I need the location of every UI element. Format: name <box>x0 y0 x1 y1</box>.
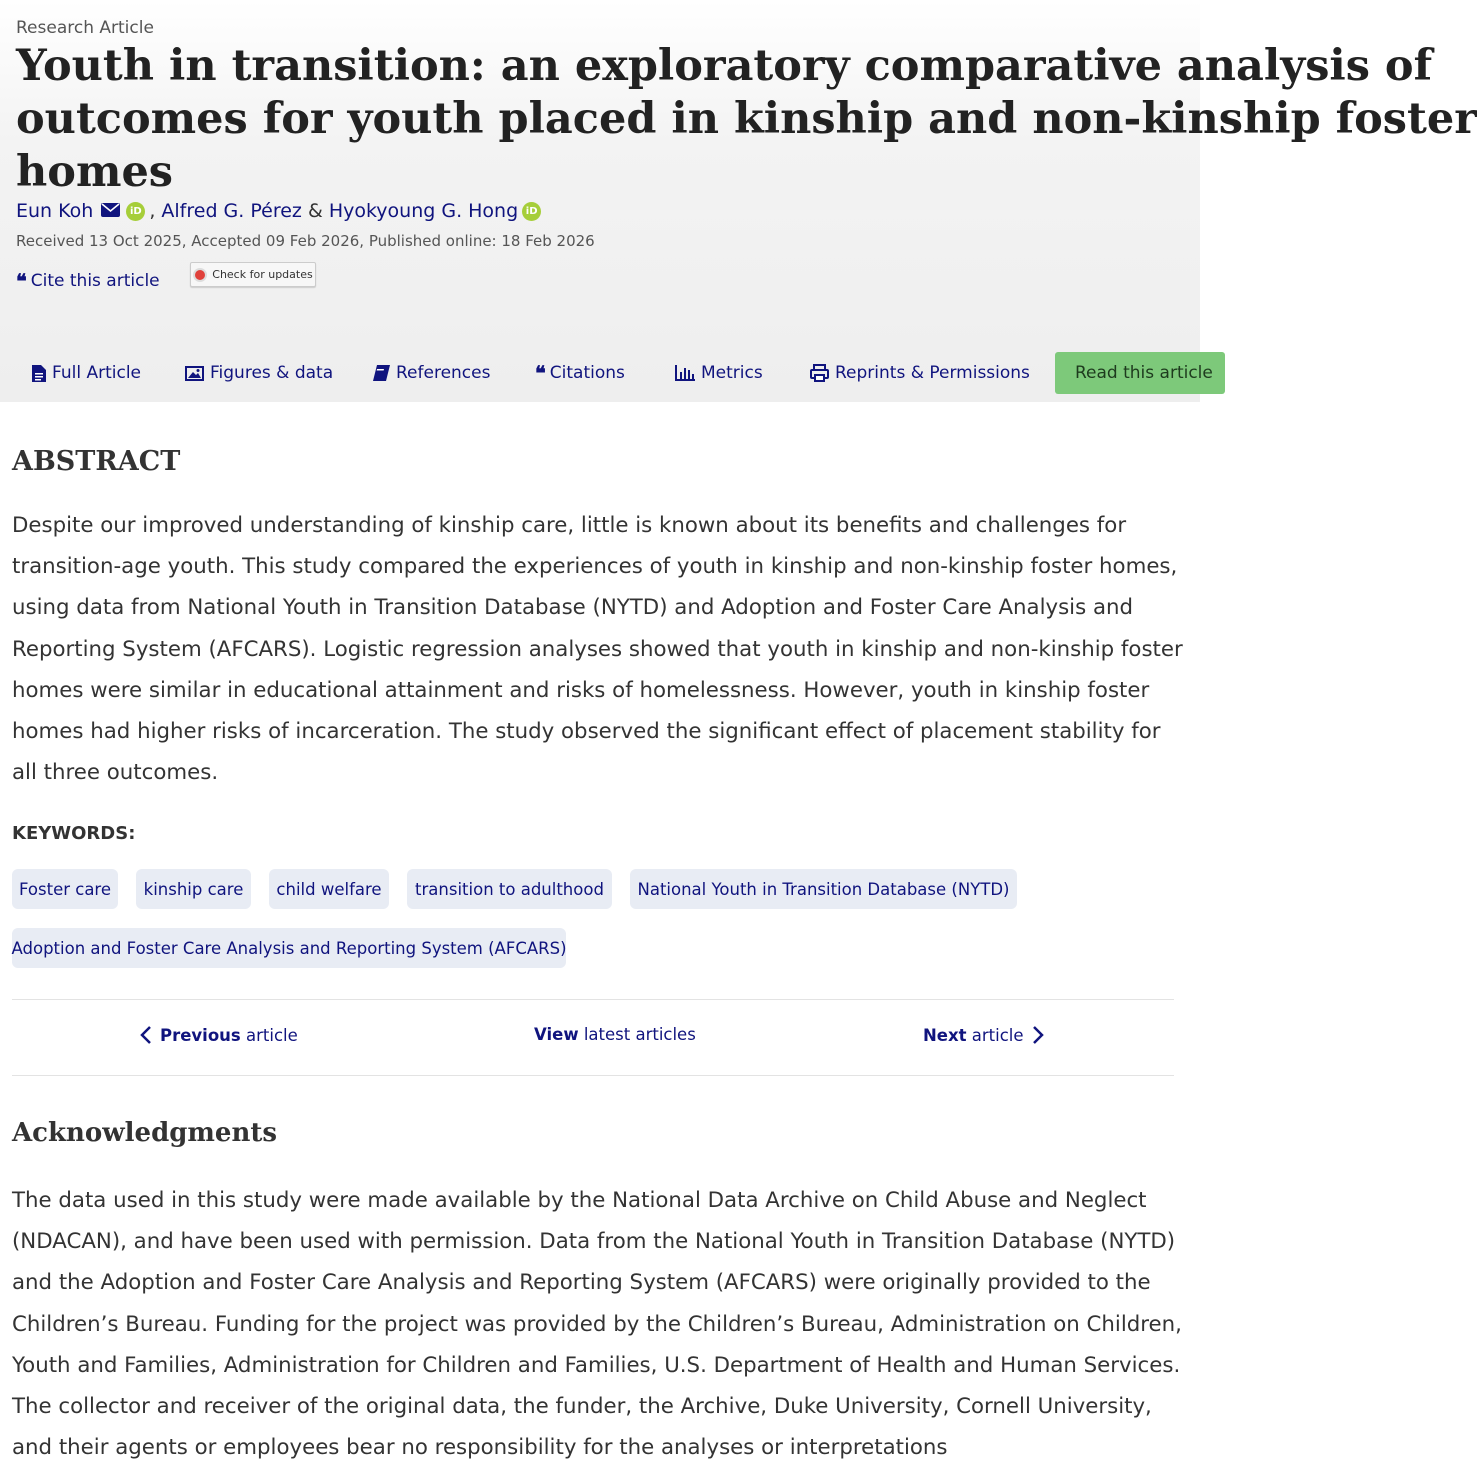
title-line: Youth in transition: an exploratory comparative analysis of <box>16 41 1433 91</box>
author-link[interactable]: Eun Koh <box>16 200 94 222</box>
divider <box>12 999 1174 1000</box>
updates-label: Check for updates <box>212 268 313 281</box>
tab-references[interactable]: References <box>373 352 490 394</box>
author-list: Eun Koh iD , Alfred G. Pérez & Hyokyoung G. Hong iD <box>16 200 545 222</box>
tab-figures-data[interactable]: Figures & data <box>185 352 333 394</box>
read-article-button[interactable]: Read this article <box>1055 352 1225 394</box>
publication-dates: Received 13 Oct 2025, Accepted 09 Feb 2026, Published online: 18 Feb 2026 <box>16 232 595 250</box>
abstract-heading: ABSTRACT <box>12 446 181 477</box>
tab-reprints-permissions[interactable]: Reprints & Permissions <box>810 352 1030 394</box>
abstract-text: Despite our improved understanding of kinship care, little is known about its benefits and challenges for transition-age youth. This study compared the experiences of youth in kinship and non-kinship foster homes, using data from National Youth in Transition Database (NYTD) and Adoption and Foster Care Analysis and Reporting System (AFCARS). Logistic regression analyses showed that youth in kinship and non-kinship foster homes were similar in educational attainment and risks of homelessness. However, youth in kinship foster homes had higher risks of incarceration. The study observed the significant effect of placement stability for all three outcomes. <box>12 513 1183 786</box>
keyword-chip[interactable]: Foster care <box>12 869 118 909</box>
keyword-chip[interactable]: transition to adulthood <box>407 869 612 909</box>
crossmark-icon <box>193 268 207 282</box>
keywords-label: KEYWORDS: <box>12 823 136 844</box>
tab-metrics[interactable]: Metrics <box>675 352 763 394</box>
title-line: homes <box>16 147 174 197</box>
tab-citations[interactable]: ❝ Citations <box>535 361 625 385</box>
acknowledgments-heading: Acknowledgments <box>12 1118 278 1148</box>
view-latest-articles-link[interactable]: View latest articles <box>534 1025 696 1044</box>
image-icon <box>185 366 204 381</box>
envelope-icon[interactable] <box>101 200 120 222</box>
chevron-left-icon <box>140 1025 152 1045</box>
orcid-icon[interactable]: iD <box>126 202 145 221</box>
chevron-right-icon <box>1032 1025 1044 1045</box>
divider <box>12 1075 1174 1076</box>
article-tabs <box>0 352 1200 394</box>
orcid-icon[interactable]: iD <box>522 202 541 221</box>
article-title <box>16 40 1477 199</box>
keyword-chip[interactable]: child welfare <box>269 869 389 909</box>
acknowledgments-text: The data used in this study were made available by the National Data Archive on Child Abuse and Neglect (NDACAN), and have been used with permission. Data from the National Youth in Transition Database (NYTD) and the Adoption and Foster Care Analysis and Reporting System (AFCARS) were originally provided to the Children’s Bureau. Funding for the project was provided by the Children’s Bureau, Administration on Children, Youth and Families, Administration for Children and Families, U.S. Department of Health and Human Services. The collector and receiver of the original data, the funder, the Archive, Duke University, Cornell University, and their agents or employees bear no responsibility for the analyses or interpretations <box>12 1188 1182 1461</box>
article-type-label: Research Article <box>16 18 154 38</box>
tab-full-article[interactable]: Full Article <box>32 352 141 394</box>
keyword-chip[interactable]: National Youth in Transition Database (NYTD) <box>630 869 1017 909</box>
next-article-link[interactable]: Next article <box>923 1025 1044 1045</box>
author-link[interactable]: Alfred G. Pérez <box>161 200 302 222</box>
book-icon <box>373 365 390 381</box>
bar-chart-icon <box>675 365 695 381</box>
document-icon <box>32 365 46 382</box>
article-header <box>0 0 1477 402</box>
quote-icon: ❝ <box>16 269 25 293</box>
keyword-chip[interactable]: Adoption and Foster Care Analysis and Reporting System (AFCARS) <box>12 928 566 968</box>
check-for-updates-button[interactable] <box>190 262 316 287</box>
previous-article-link[interactable]: Previous article <box>140 1025 298 1045</box>
keyword-chip[interactable]: kinship care <box>136 869 251 909</box>
author-link[interactable]: Hyokyoung G. Hong <box>328 200 519 222</box>
quote-icon: ❝ <box>535 361 544 385</box>
cite-label: Cite this article <box>30 271 160 291</box>
title-line: outcomes for youth placed in kinship and non-kinship foster <box>16 94 1477 144</box>
printer-icon <box>810 365 829 382</box>
author-separator: & <box>307 200 323 222</box>
cite-article-link[interactable] <box>16 271 160 291</box>
